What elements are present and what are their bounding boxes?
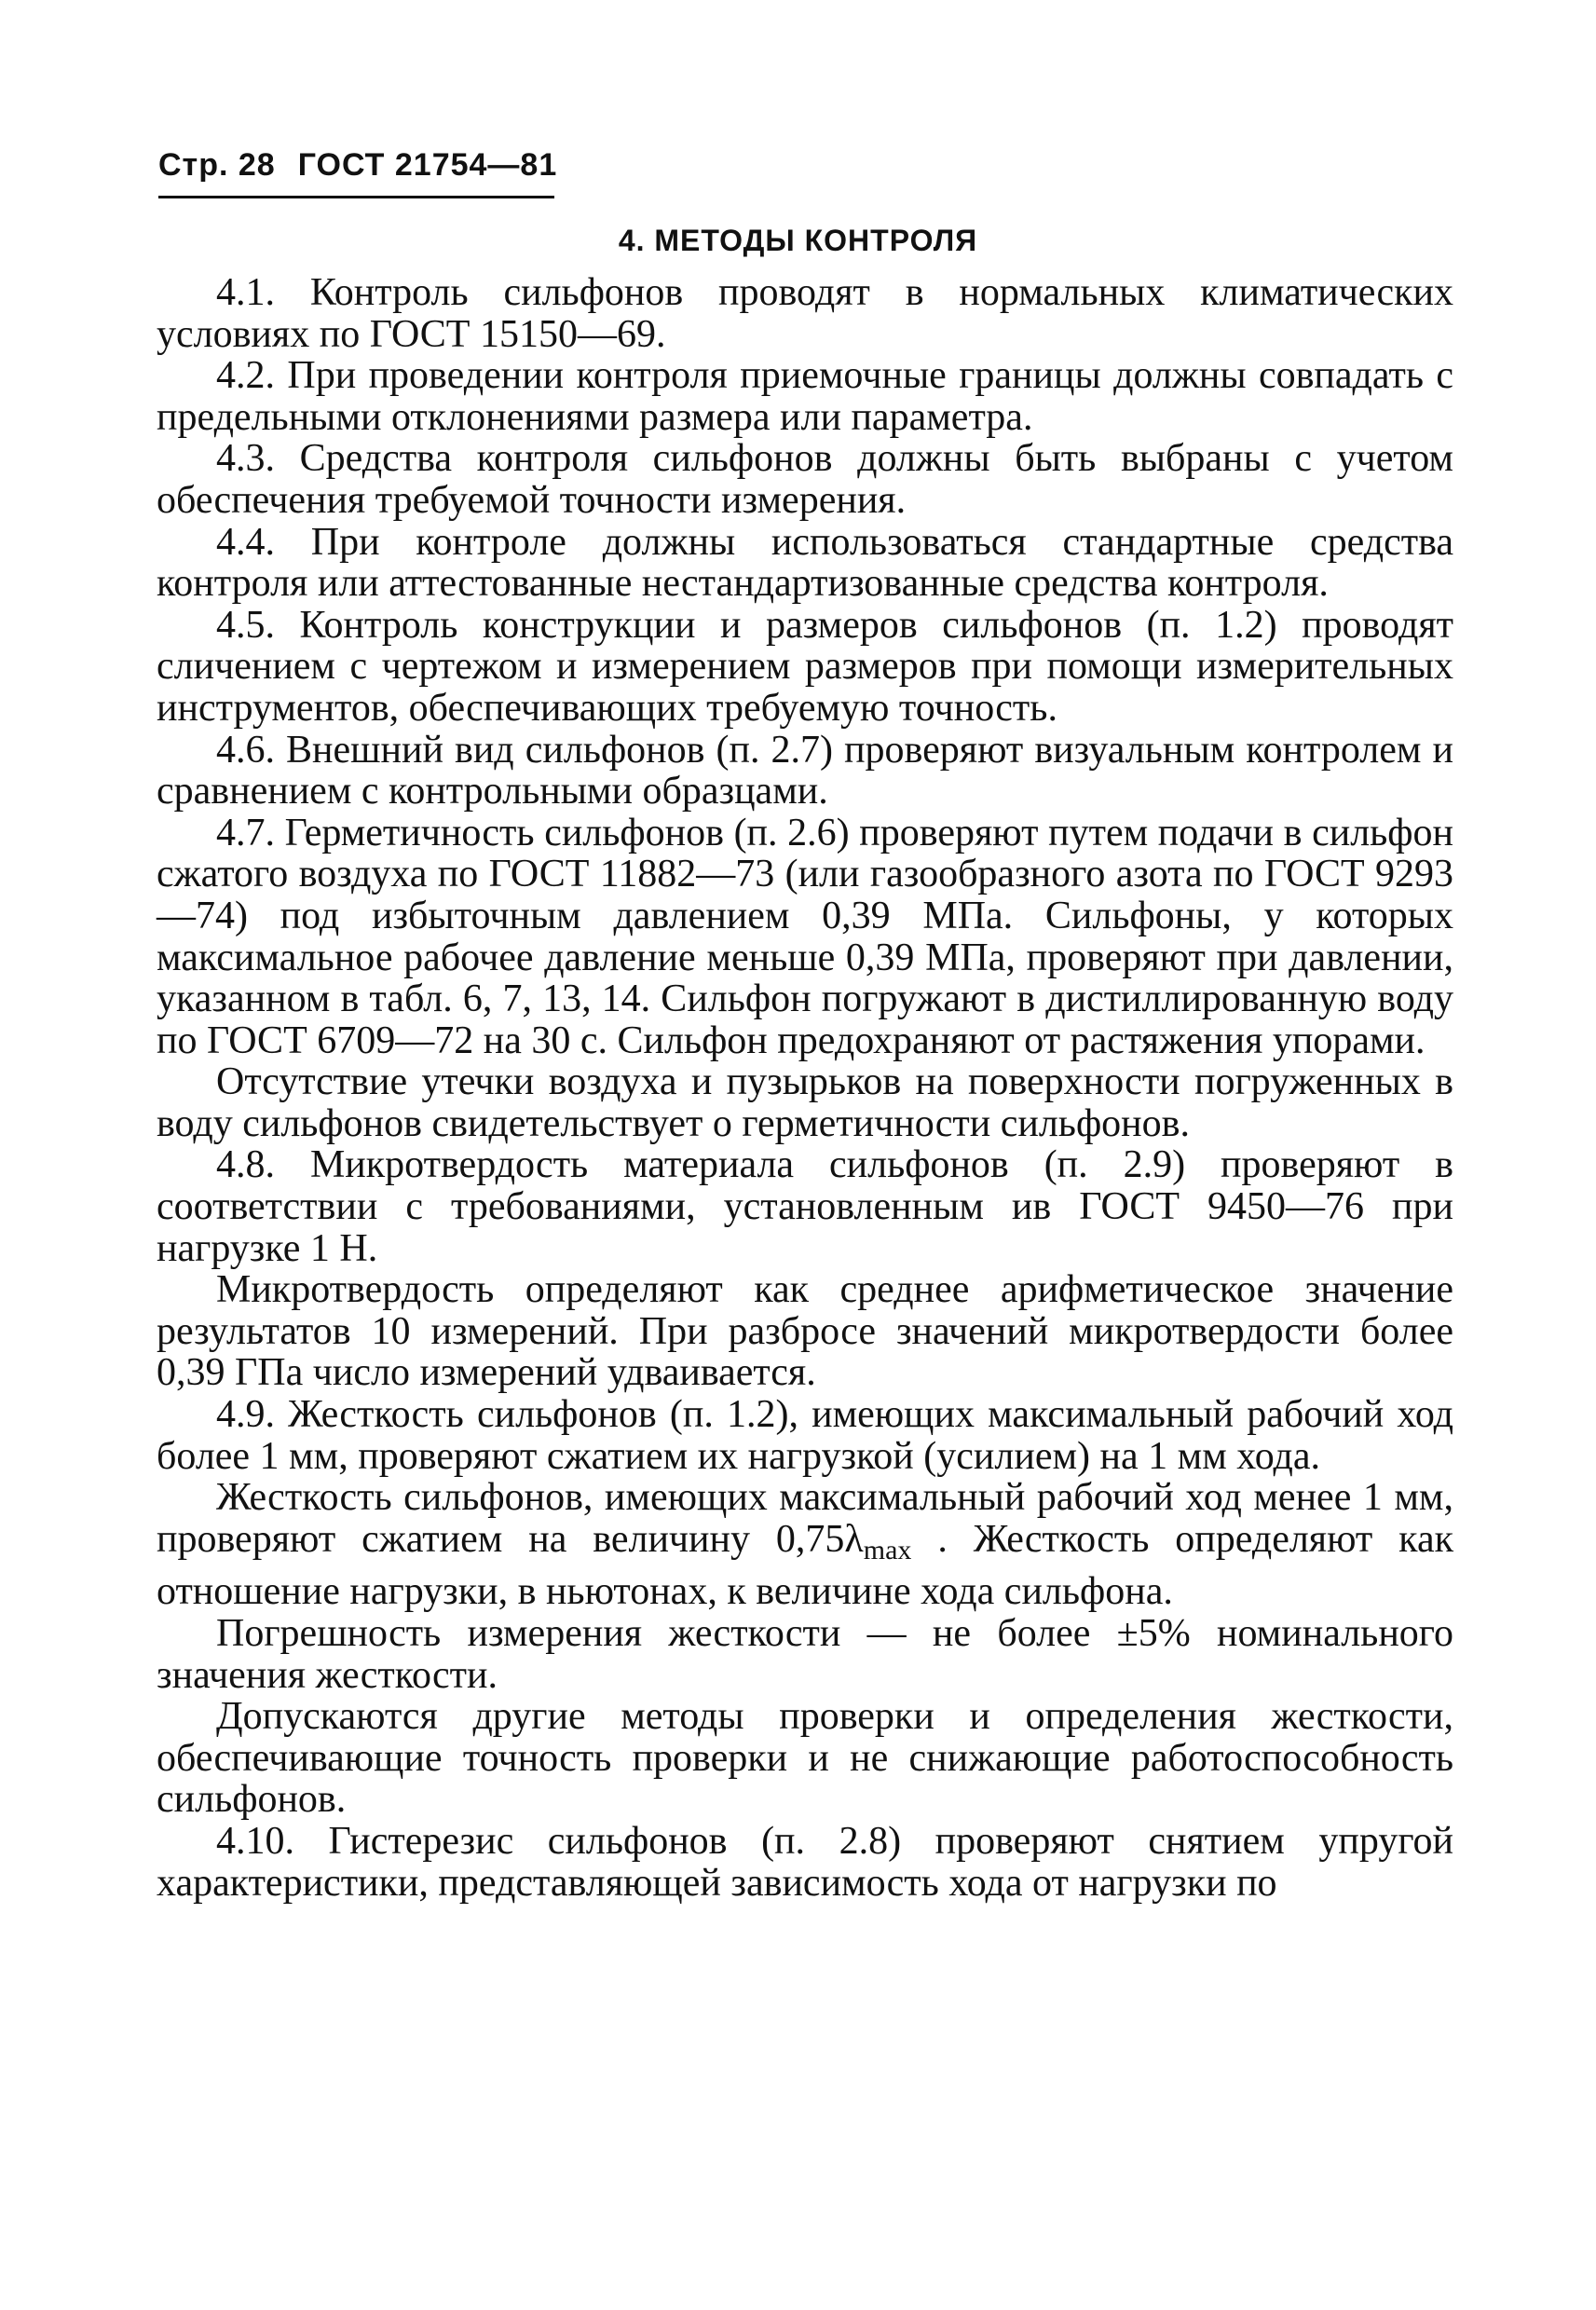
paragraph-4-9: 4.9. Жесткость сильфонов (п. 1.2), имеющих максимальный рабочий ход более 1 мм, проверяют сжатием их нагрузкой (усилием) на 1 мм хода. — [157, 1393, 1453, 1478]
section-title: 4. МЕТОДЫ КОНТРОЛЯ — [618, 224, 978, 257]
paragraph-4-10: 4.10. Гистерезис сильфонов (п. 2.8) проверяют снятием упругой характеристики, представляющей зависимость хода от нагрузки по — [157, 1819, 1453, 1905]
paragraph-4-8: 4.8. Микротвердость материала сильфонов (п. 2.9) проверяют в соответствии с требованиями, установленным ив ГОСТ 9450—76 при нагрузке 1 Н. — [157, 1143, 1453, 1270]
page-header — [158, 147, 557, 184]
body-text — [157, 272, 1453, 1904]
paragraph-4-2: 4.2. При проведении контроля приемочные границы должны совпадать с предельными отклонениями размера или параметра. — [157, 354, 1453, 439]
page-number: Стр. 28 — [158, 147, 276, 183]
paragraph-4-9-error: Погрешность измерения жесткости — не более ±5% номинального значения жесткости. — [157, 1612, 1453, 1697]
paragraph-4-4: 4.4. При контроле должны использоваться стандартные средства контроля или аттестованные нестандартизованные средства контроля. — [157, 520, 1453, 606]
paragraph-4-7: 4.7. Герметичность сильфонов (п. 2.6) проверяют путем подачи в сильфон сжатого воздуха по ГОСТ 11882—73 (или газообразного азота по ГОСТ 9293—74) под избыточным давлением 0,39 МПа. Сильфоны, у которых максимальное рабочее давление меньше 0,39 МПа, проверяют при давлении, указанном в табл. 6, 7, 13, 14. Сильфон погружают в дистиллированную воду по ГОСТ 6709—72 на 30 с. Сильфон предохраняют от растяжения упорами. — [157, 811, 1453, 1062]
paragraph-4-8-microhardness: Микротвердость определяют как среднее арифметическое значение результатов 10 измерений. При разбросе значений микротвердости более 0,39 ГПа число измерений удваивается. — [157, 1268, 1453, 1395]
lambda-max-subscript: max — [863, 1534, 912, 1565]
paragraph-4-9-rigidity — [157, 1477, 1453, 1613]
rigidity-text-start: Жесткость сильфонов, имеющих максимальный рабочий ход менее 1 мм, проверяют сжатием на величину 0,75λ — [157, 1476, 1453, 1561]
header-rule — [158, 196, 554, 198]
standard-code: ГОСТ 21754—81 — [297, 147, 558, 183]
paragraph-4-5: 4.5. Контроль конструкции и размеров сильфонов (п. 1.2) проводят сличением с чертежом и измерением размеров при помощи измерительных инструментов, обеспечивающих требуемую точность. — [157, 603, 1453, 730]
paragraph-4-6: 4.6. Внешний вид сильфонов (п. 2.7) проверяют визуальным контролем и сравнением с контрольными образцами. — [157, 728, 1453, 813]
paragraph-4-1: 4.1. Контроль сильфонов проводят в нормальных климатических условиях по ГОСТ 15150—69. — [157, 271, 1453, 356]
paragraph-4-7-leak: Отсутствие утечки воздуха и пузырьков на поверхности погруженных в воду сильфонов свидетельствует о герметичности сильфонов. — [157, 1060, 1453, 1145]
rigidity-text-end: . Жесткость определяют как отношение нагрузки, в ньютонах, к величине хода сильфона. — [157, 1517, 1453, 1614]
paragraph-4-9-other-methods: Допускаются другие методы проверки и определения жесткости, обеспечивающие точность проверки и не снижающие работоспособность сильфонов. — [157, 1695, 1453, 1822]
paragraph-4-3: 4.3. Средства контроля сильфонов должны быть выбраны с учетом обеспечения требуемой точности измерения. — [157, 437, 1453, 522]
